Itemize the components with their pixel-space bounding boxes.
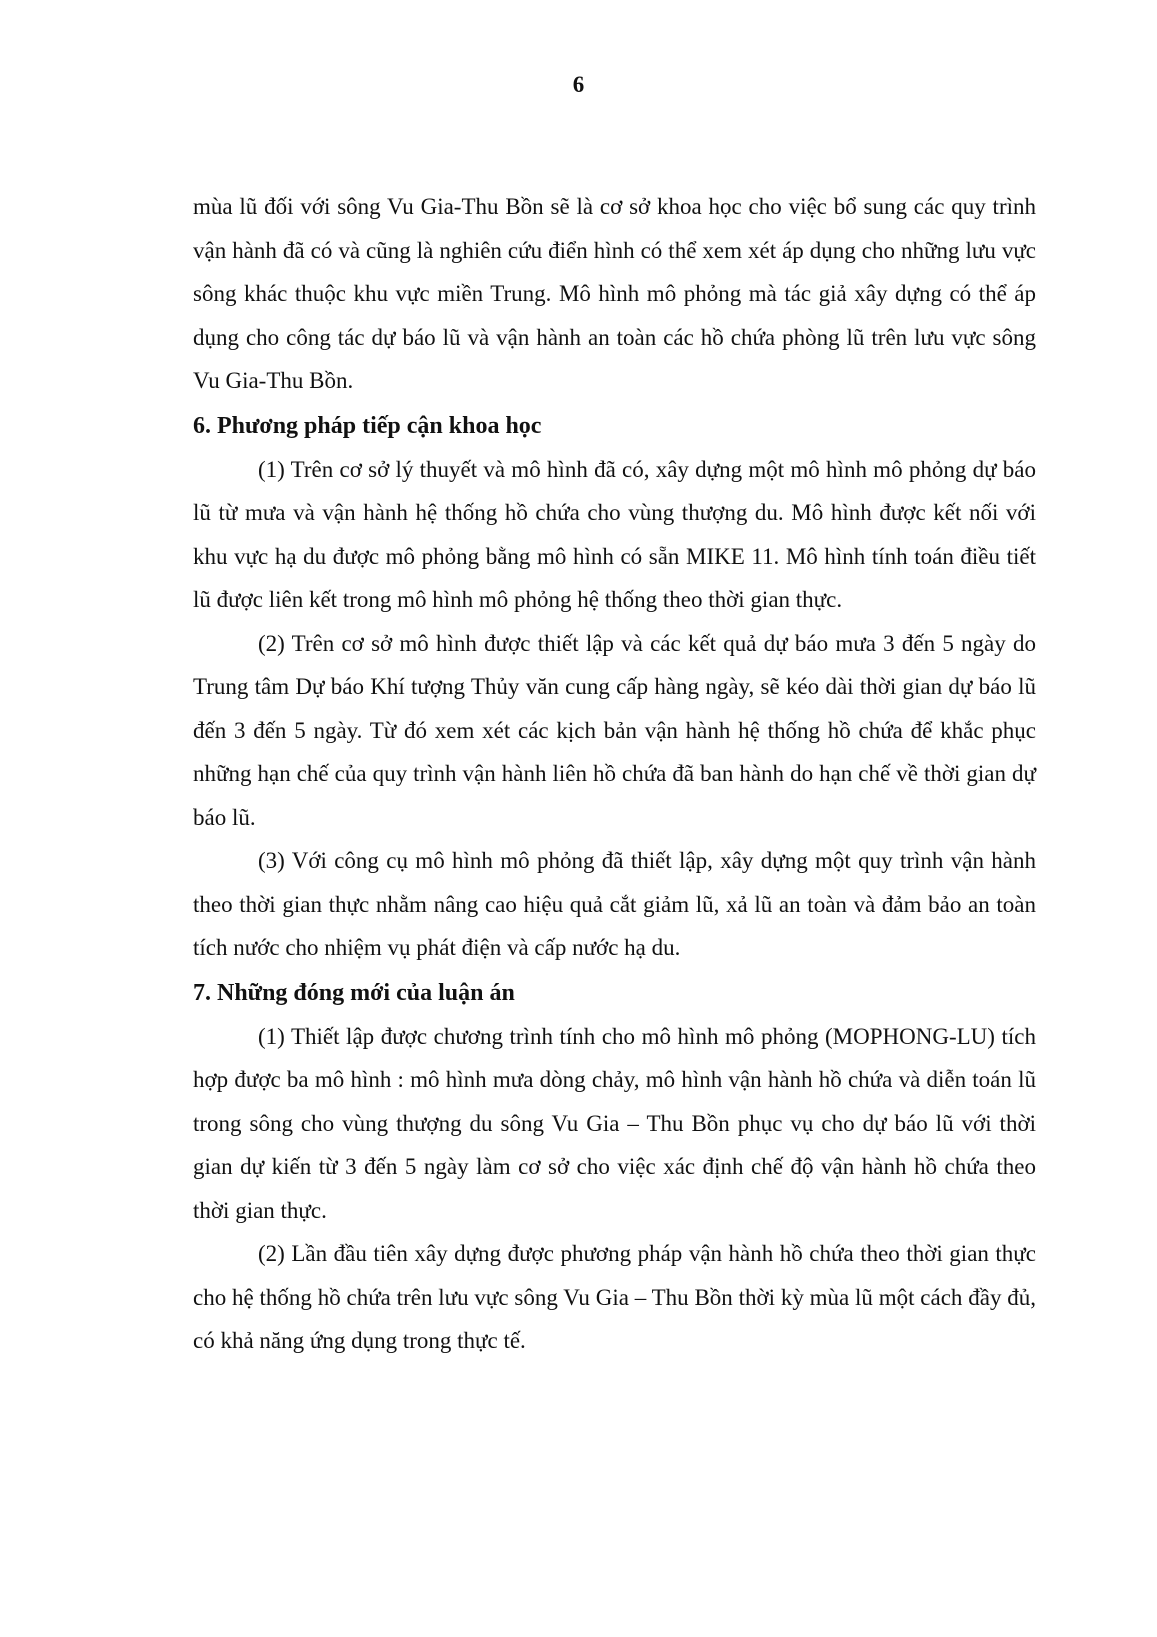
section-6-paragraph-3: (3) Với công cụ mô hình mô phỏng đã thiết lập, xây dựng một quy trình vận hành theo thời gian thực nhằm nâng cao hiệu quả cắt giảm lũ, xả lũ an toàn và đảm bảo an toàn tích nước cho nhiệm vụ phát điện và cấp nước hạ du. [193,848,1036,960]
section-7-paragraph-1: (1) Thiết lập được chương trình tính cho mô hình mô phỏng (MOPHONG-LU) tích hợp được ba mô hình : mô hình mưa dòng chảy, mô hình vận hành hồ chứa và diễn toán lũ trong sông cho vùng thượng du sông Vu Gia – Thu Bồn phục vụ cho dự báo lũ với thời gian dự kiến từ 3 đến 5 ngày làm cơ sở cho việc xác định chế độ vận hành hồ chứa theo thời gian thực. [193,1023,1036,1223]
section-7-heading: 7. Những đóng mới của luận án [193,979,515,1006]
section-6-paragraph-2: (2) Trên cơ sở mô hình được thiết lập và các kết quả dự báo mưa 3 đến 5 ngày do Trung tâm Dự báo Khí tượng Thủy văn cung cấp hàng ngày, sẽ kéo dài thời gian dự báo lũ đến 3 đến 5 ngày. Từ đó xem xét các kịch bản vận hành hệ thống hồ chứa để khắc phục những hạn chế của quy trình vận hành liên hồ chứa đã ban hành do hạn chế về thời gian dự báo lũ. [193,630,1036,830]
section-7-paragraph-2: (2) Lần đầu tiên xây dựng được phương pháp vận hành hồ chứa theo thời gian thực cho hệ thống hồ chứa trên lưu vực sông Vu Gia – Thu Bồn thời kỳ mùa lũ một cách đầy đủ, có khả năng ứng dụng trong thực tế. [193,1241,1036,1353]
intro-paragraph: mùa lũ đối với sông Vu Gia-Thu Bồn sẽ là cơ sở khoa học cho việc bổ sung các quy trình vận hành đã có và cũng là nghiên cứu điển hình có thể xem xét áp dụng cho những lưu vực sông khác thuộc khu vực miền Trung. Mô hình mô phỏng mà tác giả xây dựng có thể áp dụng cho công tác dự báo lũ và vận hành an toàn các hồ chứa phòng lũ trên lưu vực sông Vu Gia-Thu Bồn. [193,194,1036,393]
section-6-heading: 6. Phương pháp tiếp cận khoa học [193,412,542,439]
page-number: 6 [572,72,585,97]
page-body [193,185,1036,1363]
section-6-paragraph-1: (1) Trên cơ sở lý thuyết và mô hình đã có, xây dựng một mô hình mô phỏng dự báo lũ từ mưa và vận hành hệ thống hồ chứa cho vùng thượng du. Mô hình được kết nối với khu vực hạ du được mô phỏng bằng mô hình có sẵn MIKE 11. Mô hình tính toán điều tiết lũ được liên kết trong mô hình mô phỏng hệ thống theo thời gian thực. [193,456,1036,612]
